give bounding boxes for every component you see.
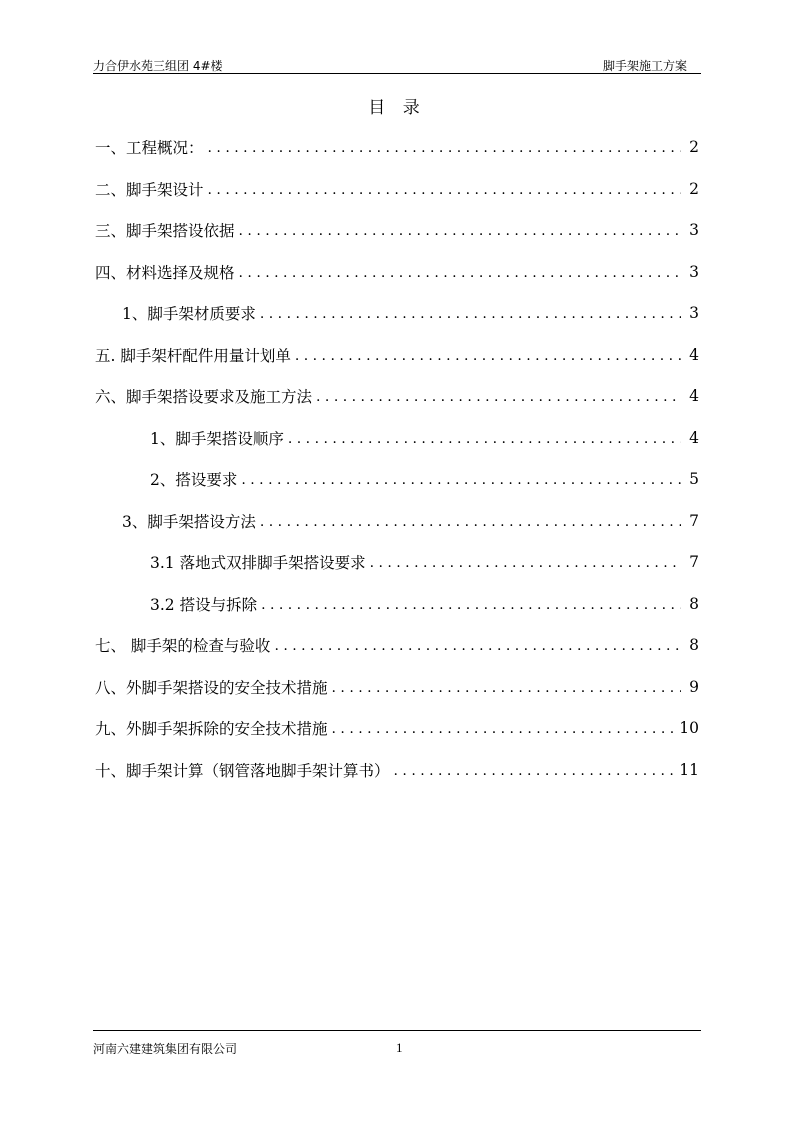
toc-entry[interactable] — [95, 716, 699, 740]
header-divider — [93, 73, 701, 74]
toc-entry-page: 7 — [689, 512, 699, 530]
toc-entry-page: 5 — [689, 470, 699, 488]
toc-entry-label: 六、脚手架搭设要求及施工方法 — [95, 388, 313, 406]
toc-entry-label: 3.2 搭设与拆除 — [150, 596, 258, 614]
toc-entry-page: 8 — [689, 595, 699, 613]
toc-dot-leader — [274, 638, 681, 654]
toc-entry-page: 8 — [689, 636, 699, 654]
toc-entry-page: 11 — [679, 761, 699, 779]
toc-entry-page: 9 — [689, 678, 699, 696]
toc-entry-page: 4 — [689, 387, 699, 405]
toc-entry-label: 3.1 落地式双排脚手架搭设要求 — [150, 554, 366, 572]
footer-company-name: 河南六建建筑集团有限公司 — [93, 1042, 238, 1056]
toc-entry-label: 3、脚手架搭设方法 — [122, 513, 256, 531]
toc-dot-leader — [261, 597, 681, 613]
toc-entry[interactable] — [150, 467, 699, 491]
toc-entry[interactable] — [95, 343, 699, 367]
toc-entry-label: 2、搭设要求 — [150, 471, 238, 489]
toc-dot-leader — [239, 223, 681, 239]
toc-dot-leader — [288, 431, 681, 447]
toc-entry-page: 2 — [689, 180, 699, 198]
toc-dot-leader — [208, 182, 681, 198]
toc-entry-label: 七、 脚手架的检查与验收 — [95, 637, 271, 655]
footer-divider — [93, 1030, 701, 1031]
toc-dot-leader — [239, 265, 681, 281]
toc-entry[interactable] — [95, 135, 699, 159]
toc-title: 目 录 — [368, 98, 426, 118]
toc-entry-page: 2 — [689, 138, 699, 156]
toc-entry-label: 1、脚手架材质要求 — [122, 305, 256, 323]
toc-entry-label: 三、脚手架搭设依据 — [95, 222, 235, 240]
header-project-name: 力合伊水苑三组团 4#楼 — [93, 59, 223, 73]
toc-entry-label: 九、外脚手架拆除的安全技术措施 — [95, 720, 328, 738]
toc-entry-label: 一、工程概况： — [95, 139, 204, 157]
toc-entry-page: 3 — [689, 263, 699, 281]
toc-entry[interactable] — [95, 384, 699, 408]
toc-entry[interactable] — [95, 758, 699, 782]
toc-entry-label: 八、外脚手架搭设的安全技术措施 — [95, 679, 328, 697]
toc-entry-page: 3 — [689, 304, 699, 322]
toc-entry-label: 二、脚手架设计 — [95, 181, 204, 199]
toc-dot-leader — [316, 389, 681, 405]
toc-dot-leader — [241, 472, 681, 488]
toc-entry-page: 4 — [689, 429, 699, 447]
toc-entry[interactable] — [95, 260, 699, 284]
header-document-title: 脚手架施工方案 — [602, 59, 687, 73]
toc-entry-label: 五. 脚手架杆配件用量计划单 — [95, 347, 291, 365]
toc-entry-label: 1、脚手架搭设顺序 — [150, 430, 284, 448]
toc-entry-label: 十、脚手架计算（钢管落地脚手架计算书） — [95, 762, 390, 780]
page-header — [93, 55, 701, 75]
toc-dot-leader — [260, 306, 681, 322]
toc-entry[interactable] — [95, 218, 699, 242]
toc-entry-page: 3 — [689, 221, 699, 239]
toc-entry-label: 四、材料选择及规格 — [95, 264, 235, 282]
toc-entry[interactable] — [95, 177, 699, 201]
toc-entry[interactable] — [95, 633, 699, 657]
toc-entry-page: 4 — [689, 346, 699, 364]
toc-dot-leader — [208, 140, 681, 156]
footer-page-number: 1 — [396, 1040, 403, 1055]
toc-dot-leader — [295, 348, 681, 364]
toc-entry-page: 10 — [679, 719, 699, 737]
toc-dot-leader — [260, 514, 681, 530]
toc-entry-page: 7 — [689, 553, 699, 571]
toc-dot-leader — [332, 680, 681, 696]
toc-entry[interactable] — [122, 509, 699, 533]
toc-entry[interactable] — [95, 675, 699, 699]
toc-dot-leader — [370, 555, 681, 571]
toc-entry[interactable] — [122, 301, 699, 325]
toc-dot-leader — [394, 763, 676, 779]
toc-entry[interactable] — [150, 550, 699, 574]
toc-entry[interactable] — [150, 592, 699, 616]
toc-dot-leader — [332, 721, 676, 737]
toc-entry[interactable] — [150, 426, 699, 450]
